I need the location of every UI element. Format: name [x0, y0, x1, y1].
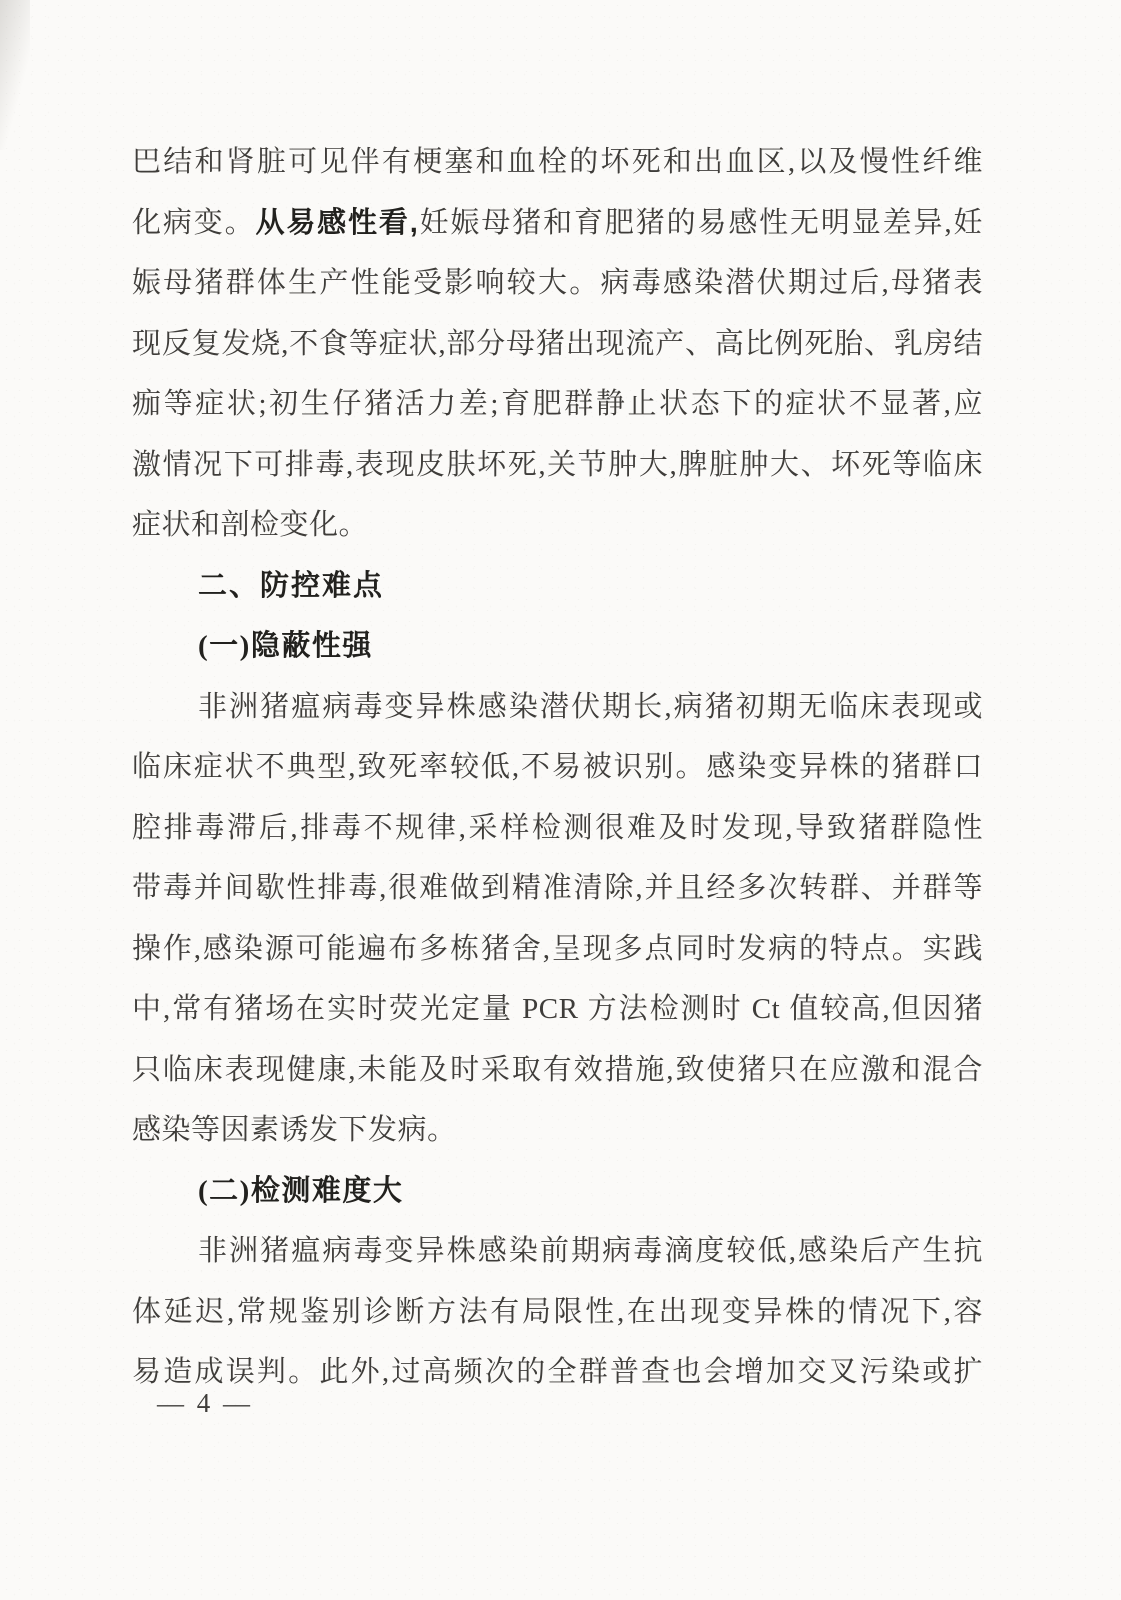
- bold-emphasis: 从易感性看,: [255, 206, 419, 239]
- text-segment: 巴结和肾脏可见伴有梗塞和血栓的坏死和出血区,以及慢性纤维: [132, 146, 983, 178]
- body-line: [132, 798, 983, 859]
- body-line: [132, 1040, 983, 1101]
- page-number: — 4 —: [157, 1388, 253, 1418]
- body-line: [132, 677, 983, 738]
- text-segment: 腔排毒滞后,排毒不规律,采样检测很难及时发现,导致猪群隐性: [132, 811, 983, 844]
- body-line: [132, 193, 983, 254]
- text-segment: 痂等症状;初生仔猪活力差;育肥群静止状态下的症状不显著,应: [132, 388, 983, 420]
- body-line: [132, 1221, 983, 1282]
- sub-heading: [132, 616, 983, 677]
- text-segment: 化病变。: [132, 206, 256, 239]
- text-segment: 娠母猪群体生产性能受影响较大。病毒感染潜伏期过后,母猪表: [132, 267, 983, 299]
- body-line: [132, 435, 983, 496]
- text-segment: 只临床表现健康,未能及时采取有效措施,致使猪只在应激和混合: [132, 1053, 983, 1086]
- text-segment: 中,常有猪场在实时荧光定量 PCR 方法检测时 Ct 值较高,但因猪: [132, 993, 983, 1025]
- text-segment: 带毒并间歇性排毒,很难做到精准清除,并且经多次转群、并群等: [132, 872, 983, 904]
- body-line: [132, 1342, 983, 1403]
- section-heading: [132, 556, 983, 617]
- text-segment: 临床症状不典型,致死率较低,不易被识别。感染变异株的猪群口: [132, 751, 983, 783]
- text-segment: 二、防控难点: [198, 569, 385, 602]
- body-line: [132, 1282, 983, 1343]
- text-segment: 易造成误判。此外,过高频次的全群普查也会增加交叉污染或扩: [132, 1356, 983, 1388]
- text-segment: 感染等因素诱发下发病。: [132, 1114, 457, 1146]
- text-segment: (二)检测难度大: [198, 1174, 404, 1207]
- text-segment: 操作,感染源可能遍布多栋猪舍,呈现多点同时发病的特点。实践: [132, 932, 983, 965]
- text-segment: 症状和剖检变化。: [132, 509, 369, 541]
- text-segment: 激情况下可排毒,表现皮肤坏死,关节肿大,脾脏肿大、坏死等临床: [132, 448, 983, 481]
- text-segment: 非洲猪瘟病毒变异株感染潜伏期长,病猪初期无临床表现或: [198, 690, 983, 723]
- body-line: [132, 737, 983, 798]
- body-line: [132, 314, 983, 375]
- body-line: [132, 132, 983, 193]
- body-line: [132, 919, 983, 980]
- body-line: [132, 495, 983, 556]
- text-segment: 妊娠母猪和育肥猪的易感性无明显差异,妊: [418, 206, 983, 239]
- body-line: [132, 979, 983, 1040]
- body-line: [132, 253, 983, 314]
- scan-edge-shadow: [0, 0, 30, 150]
- text-segment: 体延迟,常规鉴别诊断方法有局限性,在出现变异株的情况下,容: [132, 1295, 983, 1328]
- text-segment: 非洲猪瘟病毒变异株感染前期病毒滴度较低,感染后产生抗: [198, 1235, 983, 1267]
- text-segment: (一)隐蔽性强: [198, 630, 373, 662]
- body-line: [132, 858, 983, 919]
- sub-heading: [132, 1161, 983, 1222]
- body-line: [132, 1100, 983, 1161]
- body-line: [132, 374, 983, 435]
- document-body: [132, 132, 983, 1403]
- text-segment: 现反复发烧,不食等症状,部分母猪出现流产、高比例死胎、乳房结: [132, 327, 983, 360]
